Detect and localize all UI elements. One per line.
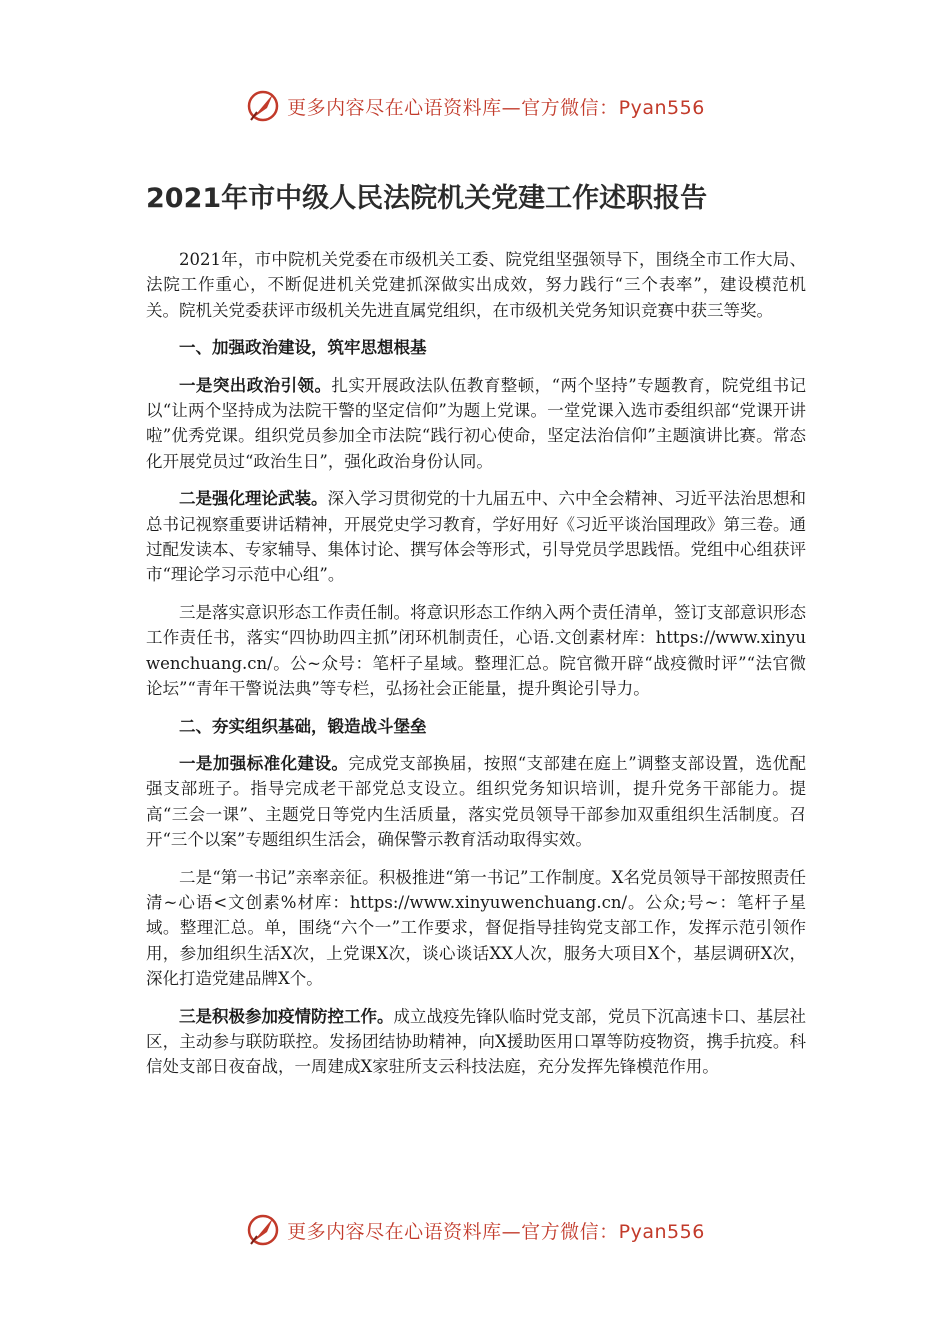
- paragraph-lead: 三是积极参加疫情防控工作。: [179, 1006, 394, 1026]
- paragraph-lead: 一是突出政治引领。: [179, 375, 332, 395]
- section-heading: 二、夯实组织基础，锻造战斗堡垒: [179, 716, 427, 736]
- quill-logo-icon: [245, 88, 281, 124]
- document-body: [146, 176, 806, 1092]
- paragraph-text: 成立战疫先锋队临时党支部，党员下沉高速卡口、基层社区，主动参与联防联控。发扬团结协助精神，向X援助医用口罩等防疫物资，携手抗疫。科信处支部日夜奋战，一周建成X家驻所支云科技法庭，充分发挥先锋模范作用。: [146, 1006, 806, 1077]
- section-heading: 一、加强政治建设，筑牢思想根基: [179, 338, 427, 358]
- banner-text: 更多内容尽在心语资料库—官方微信：Pyan556: [287, 96, 705, 119]
- page-title: 2021年市中级人民法院机关党建工作述职报告: [146, 183, 708, 214]
- paragraph-lead: 一是加强标准化建设。: [179, 753, 349, 773]
- section-paragraph: [146, 751, 806, 853]
- paragraph-text: 二是“第一书记”亲率亲征。积极推进“第一书记”工作制度。X名党员领导干部按照责任清~心语<文创素%材库：https://www.xinyuwenchuang.cn/。公众;号~：笔杆子星域。整理汇总。单，围绕“六个一”工作要求，督促指导挂钩党支部工作，发挥示范引领作用，参加组织生活X次，上党课X次，谈心谈话XX人次，服务大项目X个，基层调研X次，深化打造党建品牌X个。: [146, 867, 806, 989]
- section-paragraph: [146, 486, 806, 588]
- paragraph-text: 三是落实意识形态工作责任制。将意识形态工作纳入两个责任清单，签订支部意识形态工作责任书，落实“四协助四主抓”闭环机制责任，心语.文创素材库：https://www.xinyuwenchuang.cn/。公~众号：笔杆子星域。整理汇总。院官微开辟“战疫微时评”“法官微论坛”“青年干警说法典”等专栏，弘扬社会正能量，提升舆论引导力。: [146, 602, 806, 699]
- paragraph-text: 扎实开展政法队伍教育整顿，“两个坚持”专题教育，院党组书记以“让两个坚持成为法院干警的坚定信仰”为题上党课。一堂党课入选市委组织部“党课开讲啦”优秀党课。组织党员参加全市法院“践行初心使命，坚定法治信仰”主题演讲比赛。常态化开展党员过“政治生日”，强化政治身份认同。: [146, 375, 807, 471]
- paragraph-text: 完成党支部换届，按照“支部建在庭上”调整支部设置，选优配强支部班子。指导完成老干部党总支设立。组织党务知识培训，提升党务干部能力。提高“三会一课”、主题党日等党内生活质量，落实党员领导干部参加双重组织生活制度。召开“三个以案”专题组织生活会，确保警示教育活动取得实效。: [146, 753, 806, 850]
- quill-logo-icon: [245, 1212, 281, 1248]
- section-paragraph: [146, 373, 806, 475]
- section-paragraph: [146, 865, 806, 992]
- paragraph-text: 深入学习贯彻党的十九届五中、六中全会精神、习近平法治思想和总书记视察重要讲话精神，开展党史学习教育，学好用好《习近平谈治国理政》第三卷。通过配发读本、专家辅导、集体讨论、撰写体会等形式，引导党员学思践悟。党组中心组获评市“理论学习示范中心组”。: [146, 489, 806, 585]
- section-paragraph: [146, 1004, 806, 1080]
- wechat-id: Pyan556: [618, 1220, 705, 1243]
- paragraph-lead: 二是强化理论武装。: [179, 489, 328, 509]
- intro-paragraph: 2021年，市中院机关党委在市级机关工委、院党组坚强领导下，围绕全市工作大局、法院工作重心，不断促进机关党建抓深做实出成效，努力践行“三个表率”，建设模范机关。院机关党委获评市级机关先进直属党组织，在市级机关党务知识竞赛中获三等奖。: [146, 250, 806, 320]
- banner-text: 更多内容尽在心语资料库—官方微信：Pyan556: [287, 1220, 705, 1243]
- footer-banner: [0, 1208, 950, 1252]
- header-banner: [0, 84, 950, 128]
- section-paragraph: [146, 600, 806, 702]
- wechat-id: Pyan556: [618, 96, 705, 119]
